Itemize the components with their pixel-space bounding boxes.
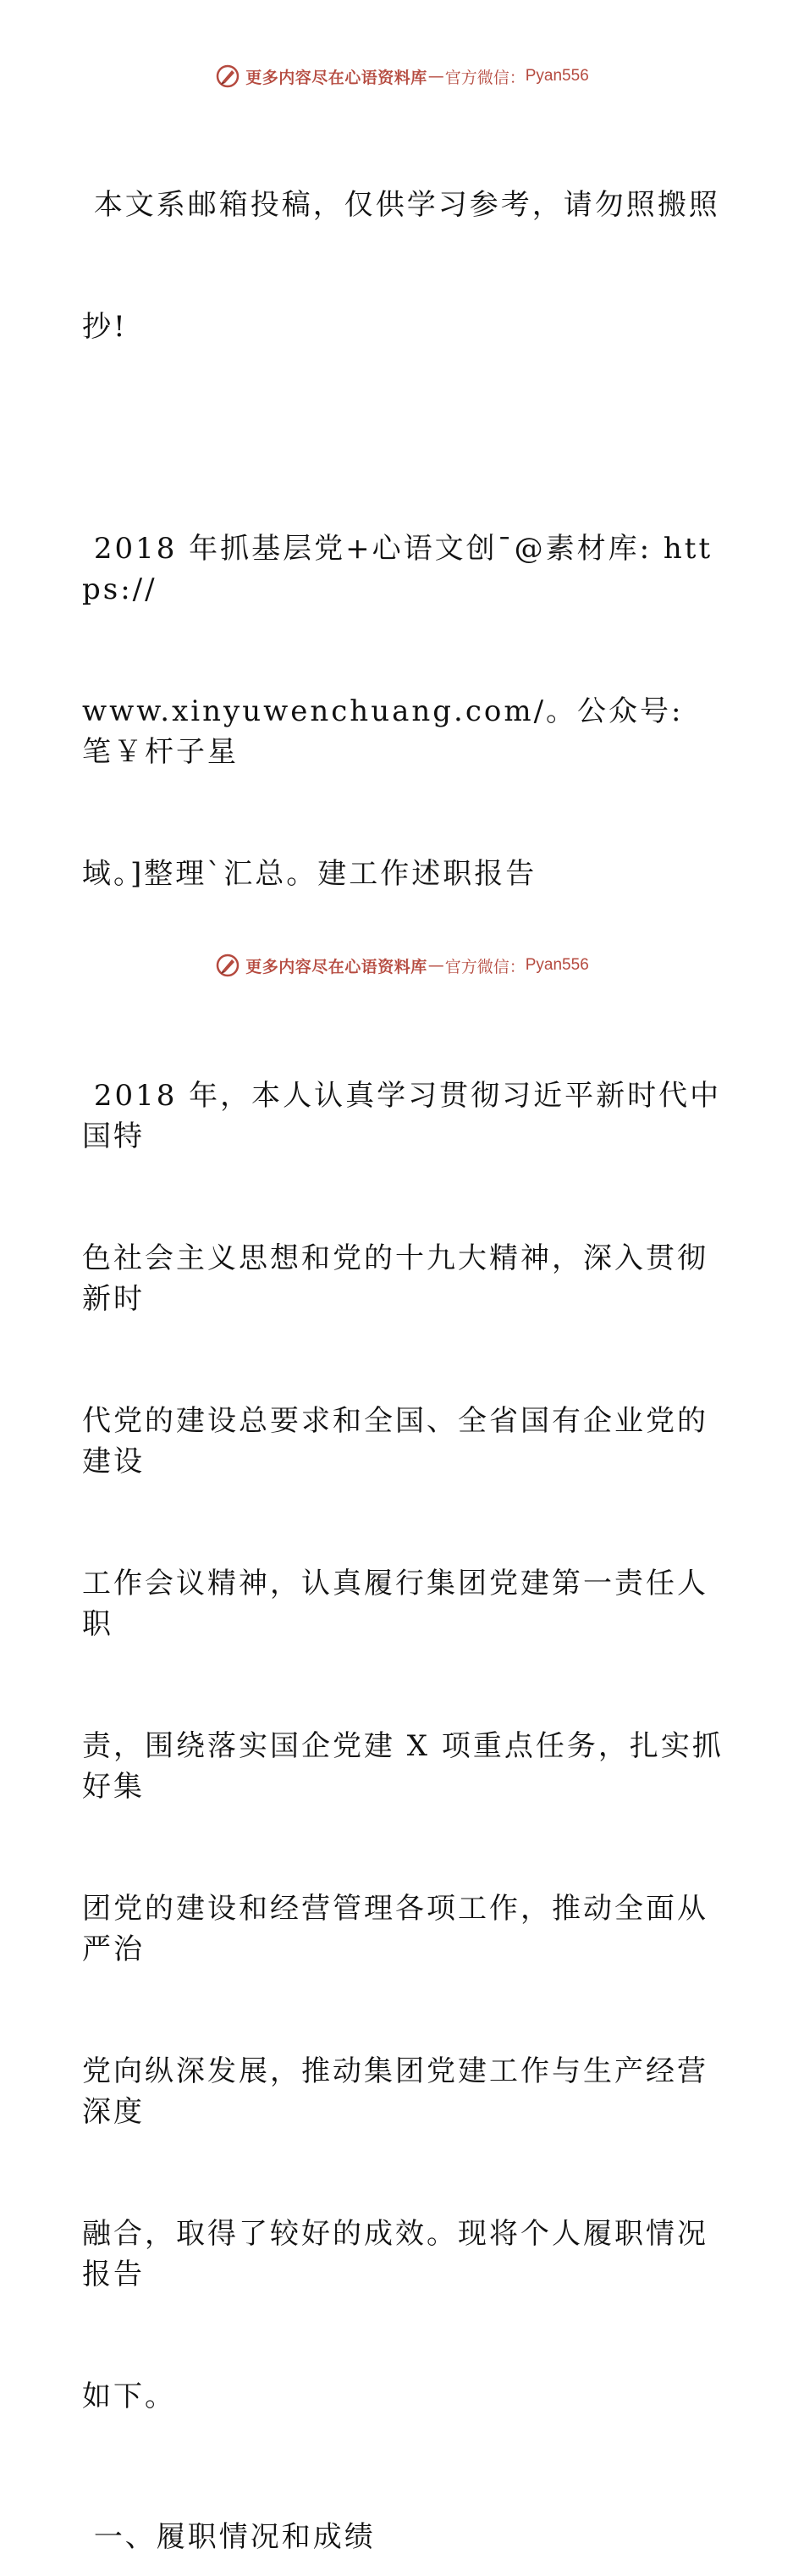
text-line: 代党的建设总要求和全国、全省国有企业党的建设: [82, 1404, 708, 1479]
header-banner: [0, 61, 804, 91]
quill-pen-logo-icon: [215, 953, 240, 978]
text-line: 如下。: [82, 2380, 176, 2413]
footer-banner: [0, 950, 804, 981]
text-line: 抄!: [82, 310, 128, 344]
banner-dash: —: [427, 67, 444, 86]
banner-title: 更多内容尽在心语资料库: [245, 957, 427, 976]
section-heading: 一、履职情况和成绩: [82, 2520, 376, 2554]
text-line: 党向纵深发展，推动集团党建工作与生产经营深度: [82, 2054, 708, 2129]
text-line: 色社会主义思想和党的十九大精神，深入贯彻新时: [82, 1241, 708, 1316]
intro-paragraph: [82, 994, 725, 2498]
document-body: [82, 103, 725, 2576]
text-line: 工作会议精神，认真履行集团党建第一责任人职: [82, 1567, 708, 1641]
text-line: 团党的建设和经营管理各项工作，推动全面从严治: [82, 1892, 708, 1966]
text-line: www.xinyuwenchuang.com/。公众号: 笔￥杆子星: [82, 694, 696, 769]
source-paragraph: [82, 447, 725, 976]
banner-wechat-id: Pyan556: [525, 67, 589, 85]
banner-title: 更多内容尽在心语资料库: [245, 68, 427, 87]
text-line: 2018 年抓基层党+心语文创¯@素材库: https://: [82, 532, 713, 606]
banner-wechat-label: 官方微信：: [444, 68, 526, 87]
notice-paragraph: [82, 103, 725, 428]
banner-dash: —: [427, 956, 444, 975]
text-line: 2018 年，本人认真学习贯彻习近平新时代中国特: [82, 1079, 722, 1153]
text-line: 本文系邮箱投稿，仅供学习参考，请勿照搬照: [82, 188, 720, 222]
banner-wechat-id: Pyan556: [525, 956, 589, 974]
text-line: 融合，取得了较好的成效。现将个人履职情况报告: [82, 2217, 708, 2291]
text-line: 域。]整理`汇总。建工作述职报告: [82, 857, 537, 891]
text-line: 责，围绕落实国企党建 X 项重点任务，扎实抓好集: [82, 1729, 724, 1804]
banner-wechat-label: 官方微信：: [444, 957, 526, 976]
quill-pen-logo-icon: [215, 64, 240, 89]
